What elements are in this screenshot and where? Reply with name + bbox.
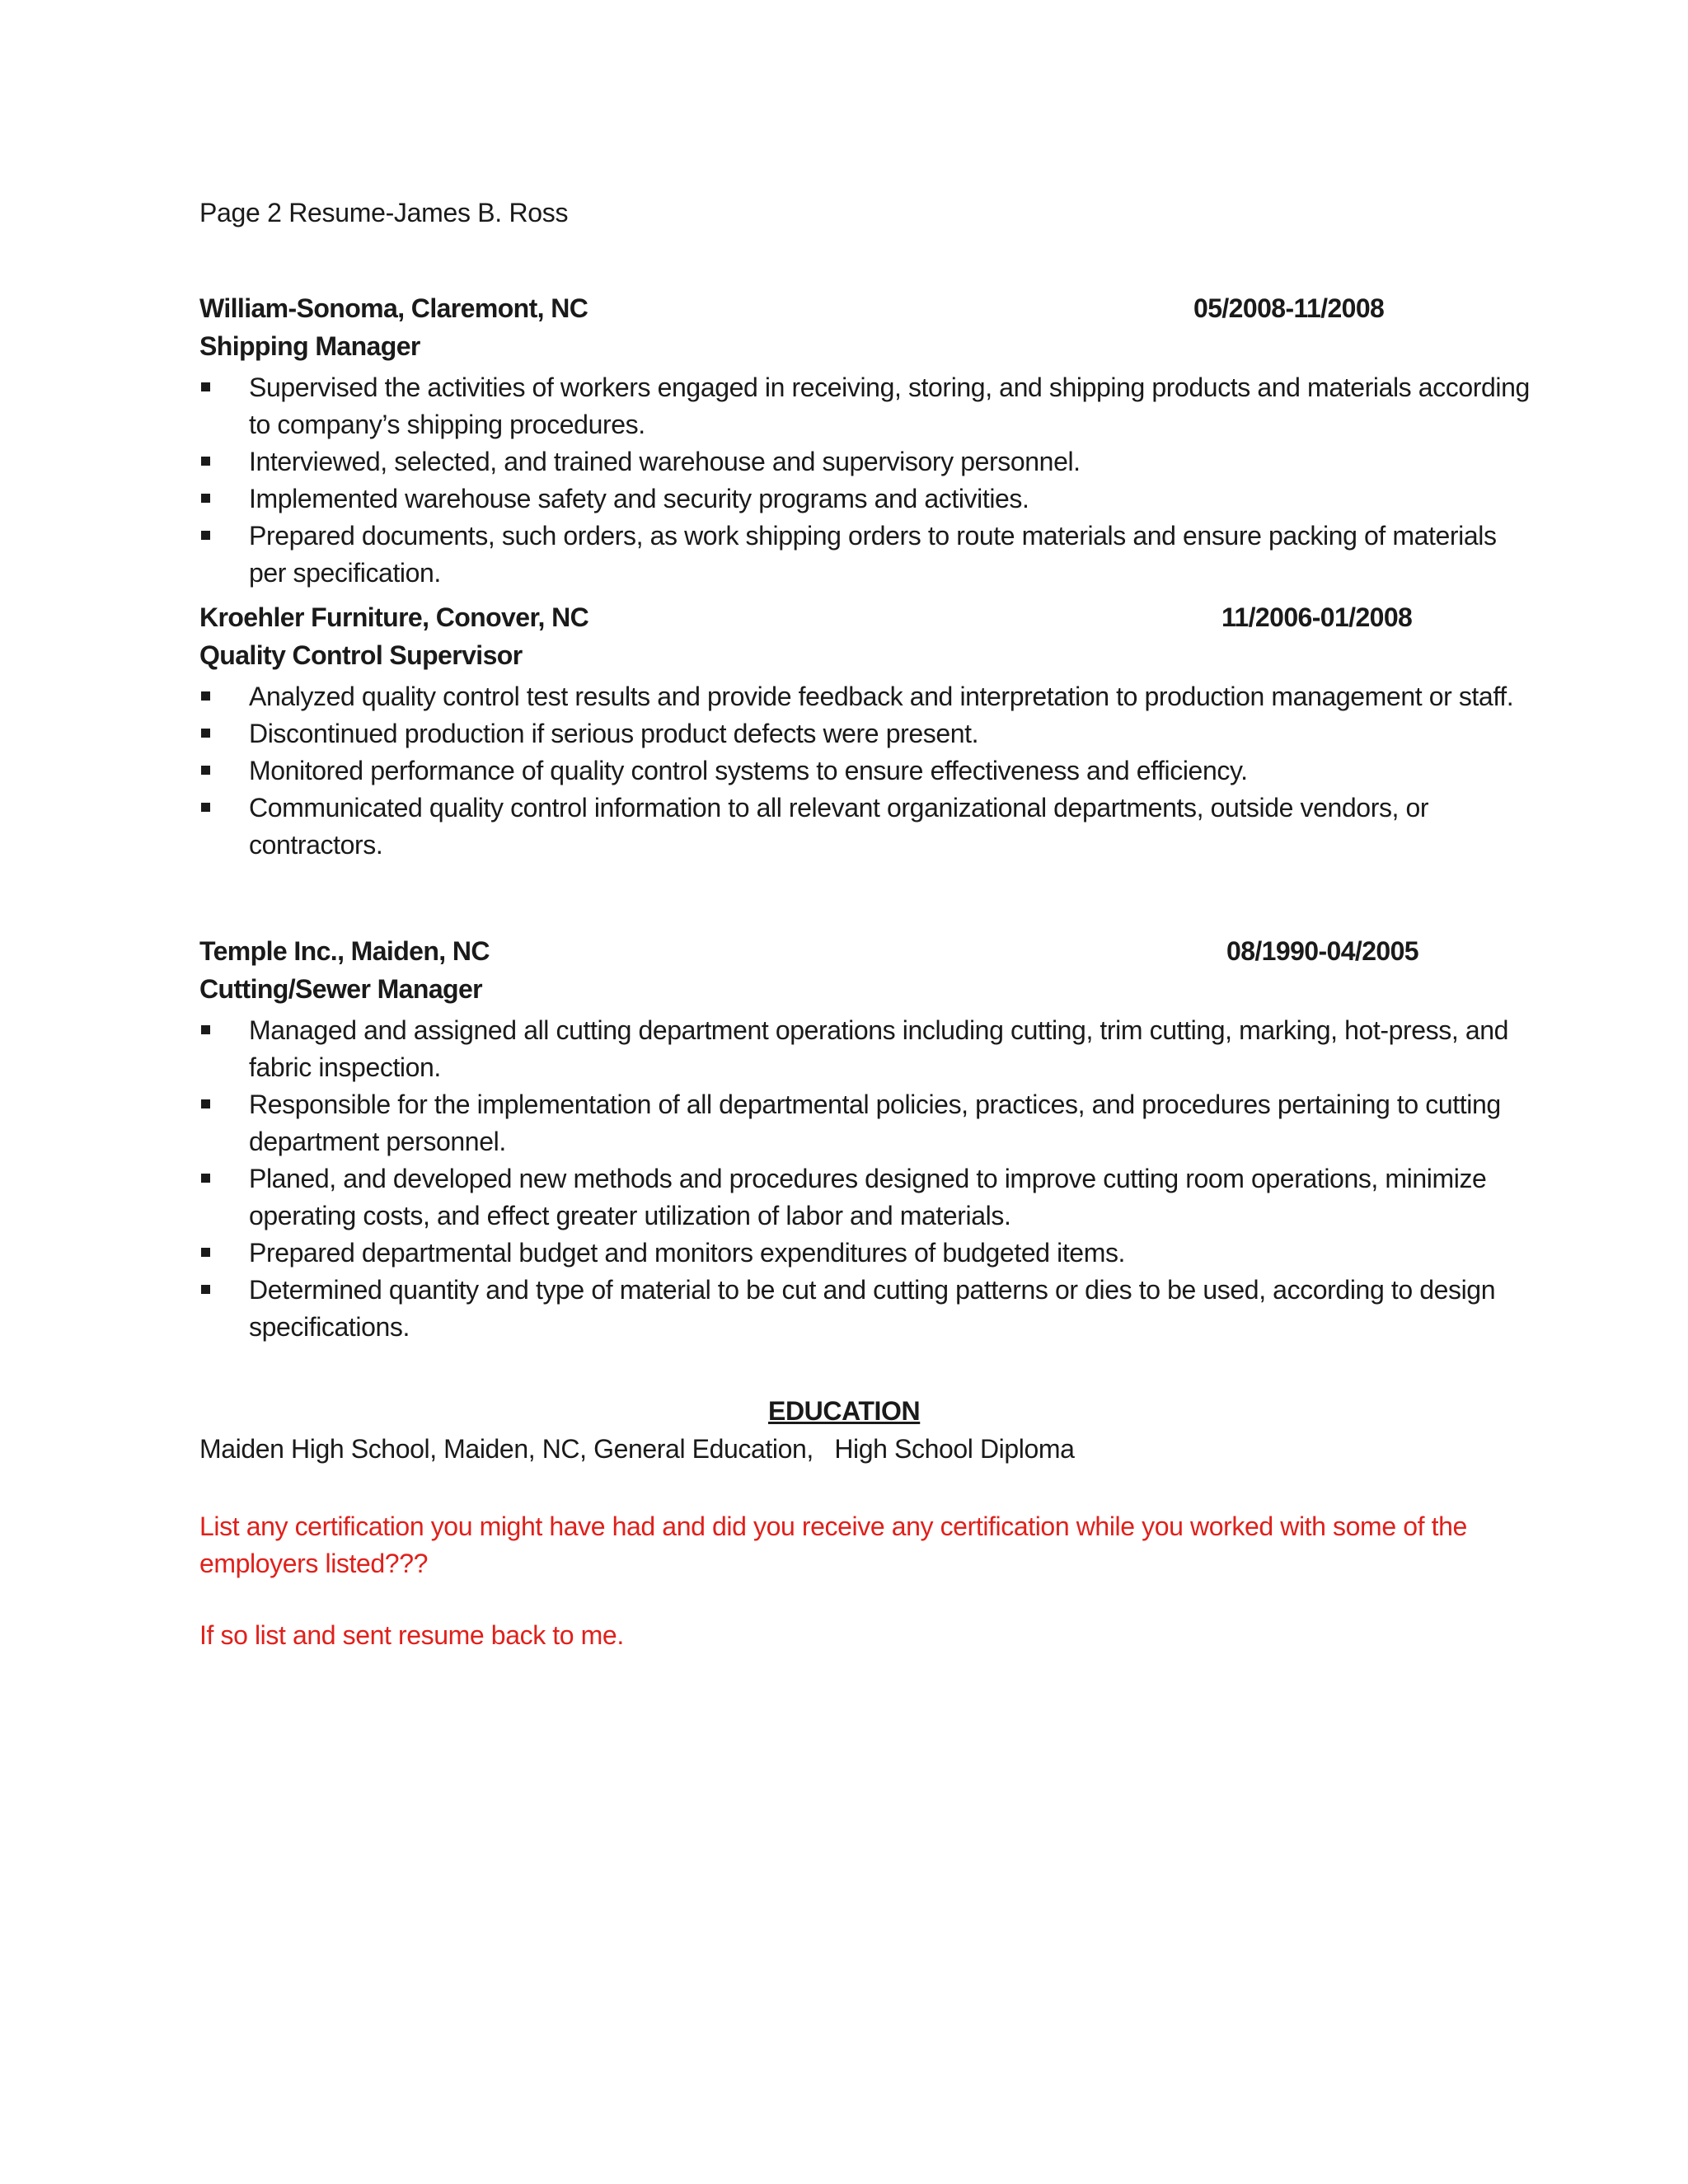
duty-item: Communicated quality control information to all relevant organizational departments, outside vendors, or contractors. <box>199 790 1535 864</box>
job-header <box>199 293 1502 331</box>
job-dates: 11/2006-01/2008 <box>1221 602 1413 632</box>
certification-question-note: List any certification you might have had and did you receive any certification while you worked with some of the employers listed??? <box>199 1511 1467 1578</box>
duty-list <box>199 678 1514 864</box>
bullet-icon <box>201 531 210 540</box>
job-header <box>199 602 1502 640</box>
bullet-icon <box>201 382 210 391</box>
job-company: Temple Inc., Maiden, NC <box>199 936 490 966</box>
job-title: Quality Control Supervisor <box>199 640 523 670</box>
job-company: Kroehler Furniture, Conover, NC <box>199 602 589 632</box>
duty-list <box>199 1012 1509 1346</box>
duty-item: Planed, and developed new methods and procedures designed to improve cutting room operations, minimize operating costs, and effect greater utilization of labor and materials. <box>199 1160 1535 1235</box>
job-dates: 08/1990-04/2005 <box>1226 936 1419 966</box>
bullet-icon <box>201 1285 210 1294</box>
duty-item: Prepared departmental budget and monitors expenditures of budgeted items. <box>199 1235 1535 1272</box>
duty-item: Discontinued production if serious product defects were present. <box>199 715 1535 752</box>
duty-item: Managed and assigned all cutting department operations including cutting, trim cutting, marking, hot-press, and fabric inspection. <box>199 1012 1535 1086</box>
bullet-icon <box>201 1099 210 1108</box>
bullet-icon <box>201 1248 210 1257</box>
education-heading: EDUCATION <box>768 1396 921 1426</box>
duty-item: Determined quantity and type of material to be cut and cutting patterns or dies to be used, according to design specifications. <box>199 1272 1535 1346</box>
bullet-icon <box>201 494 210 503</box>
job-entry-temple <box>199 936 1509 1346</box>
bullet-icon <box>201 803 210 812</box>
duty-item: Implemented warehouse safety and security programs and activities. <box>199 480 1535 518</box>
education-entry: Maiden High School, Maiden, NC, General Education, High School Diploma <box>199 1434 1075 1464</box>
bullet-icon <box>201 1025 210 1034</box>
bullet-icon <box>201 1174 210 1183</box>
page-header: Page 2 Resume-James B. Ross <box>199 198 569 227</box>
duty-item: Supervised the activities of workers engaged in receiving, storing, and shipping products and materials according to company’s shipping procedures. <box>199 369 1535 443</box>
resend-instruction-note: If so list and sent resume back to me. <box>199 1620 624 1650</box>
job-entry-kroehler <box>199 602 1514 864</box>
job-dates: 05/2008-11/2008 <box>1193 293 1385 323</box>
job-title: Cutting/Sewer Manager <box>199 974 483 1004</box>
duty-item: Prepared documents, such orders, as work shipping orders to route materials and ensure packing of materials per specification. <box>199 518 1535 592</box>
duty-item: Analyzed quality control test results and provide feedback and interpretation to production management or staff. <box>199 678 1535 715</box>
job-header <box>199 936 1502 974</box>
duty-item: Interviewed, selected, and trained warehouse and supervisory personnel. <box>199 443 1535 480</box>
bullet-icon <box>201 457 210 466</box>
bullet-icon <box>201 691 210 701</box>
bullet-icon <box>201 766 210 775</box>
duty-item: Monitored performance of quality control systems to ensure effectiveness and efficiency. <box>199 752 1535 790</box>
job-company: William-Sonoma, Claremont, NC <box>199 293 588 323</box>
bullet-icon <box>201 729 210 738</box>
duty-list <box>199 369 1530 592</box>
job-title: Shipping Manager <box>199 331 420 361</box>
job-entry-william-sonoma <box>199 293 1530 592</box>
duty-item: Responsible for the implementation of all departmental policies, practices, and procedures pertaining to cutting department personnel. <box>199 1086 1535 1160</box>
